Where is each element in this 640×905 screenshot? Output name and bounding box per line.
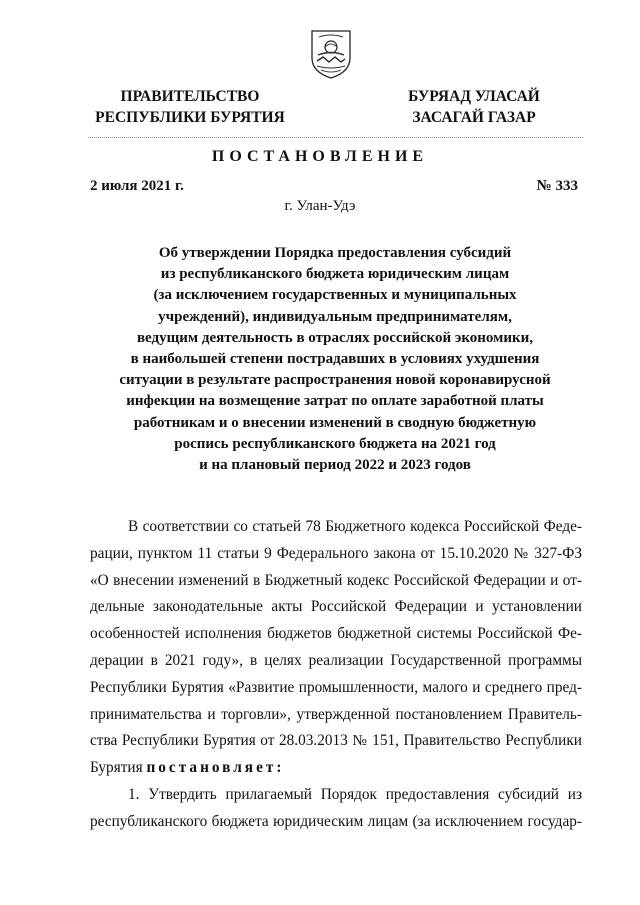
title-line: в наибольшей степени пострадавших в условиях ухудшения <box>130 351 540 368</box>
body-line: В соответствии со статьей 78 Бюджетного кодекса Российской Феде- <box>128 518 582 535</box>
item-line: республиканского бюджета юридическим лицам (за исключением государ- <box>90 812 582 830</box>
header-right <box>384 86 564 128</box>
header-left <box>90 86 290 128</box>
title-line: Об утверждении Порядка предоставления субсидий <box>158 245 512 261</box>
document-type: ПОСТАНОВЛЕНИЕ <box>211 148 429 165</box>
body-line: Республики Бурятия «Развитие промышленности, малого и среднего пред- <box>90 678 582 696</box>
document-city: г. Улан-Удэ <box>284 198 356 214</box>
title-line: и на плановый период 2022 и 2023 годов <box>199 457 471 474</box>
title-line: учреждений), индивидуальным предпринимателям, <box>158 308 512 325</box>
header-left-line: ПРАВИТЕЛЬСТВО <box>120 88 260 105</box>
body-line: особенностей исполнения бюджетов бюджетной системы Российской Фе- <box>90 625 582 643</box>
body-line: принимательства и торговли», утвержденной постановлением Правитель- <box>90 705 582 723</box>
header-right-line: ЗАСАГАЙ ГАЗАР <box>412 109 536 126</box>
header-right-line: БУРЯАД УЛАСАЙ <box>408 88 540 105</box>
document-body <box>90 514 582 836</box>
resolve-prefix: Бурятия <box>90 759 147 777</box>
title-line: (за исключением государственных и муниципальных <box>153 287 517 304</box>
body-line: дерации в 2021 году», в целях реализации Государственной программы <box>90 651 582 669</box>
item-line: 1. Утвердить прилагаемый Порядок предоставления субсидий из <box>128 785 582 803</box>
body-line: рации, пунктом 11 статьи 9 Федерального закона от 15.10.2020 № 327-ФЗ <box>90 544 582 562</box>
title-line: роспись республиканского бюджета на 2021 год <box>174 435 496 452</box>
body-line: дельные законодательные акты Российской Федерации и установлении <box>90 598 582 616</box>
title-line: ведущим деятельность в отраслях российской экономики, <box>136 329 534 346</box>
title-line: ситуации в результате распространения новой коронавирусной <box>119 372 551 389</box>
body-line: ства Республики Бурятия от 28.03.2013 № 151, Правительство Республики <box>90 732 582 750</box>
header-divider <box>88 137 583 138</box>
resolve-word: постановляет: <box>146 759 285 777</box>
body-line: «О внесении изменений в Бюджетный кодекс Российской Федерации и от- <box>90 571 582 589</box>
document-date: 2 июля 2021 г. <box>90 178 184 194</box>
title-line: из республиканского бюджета юридическим лицам <box>160 266 510 283</box>
title-line: работникам и о внесении изменений в сводную бюджетную <box>133 414 537 431</box>
document-number: № 333 <box>536 178 578 194</box>
title-line: инфекции на возмещение затрат по оплате заработной платы <box>126 393 544 410</box>
resolve-line <box>90 755 582 782</box>
coat-of-arms-emblem <box>309 28 353 80</box>
header-left-line: РЕСПУБЛИКИ БУРЯТИЯ <box>95 109 285 126</box>
document-title <box>90 243 580 476</box>
